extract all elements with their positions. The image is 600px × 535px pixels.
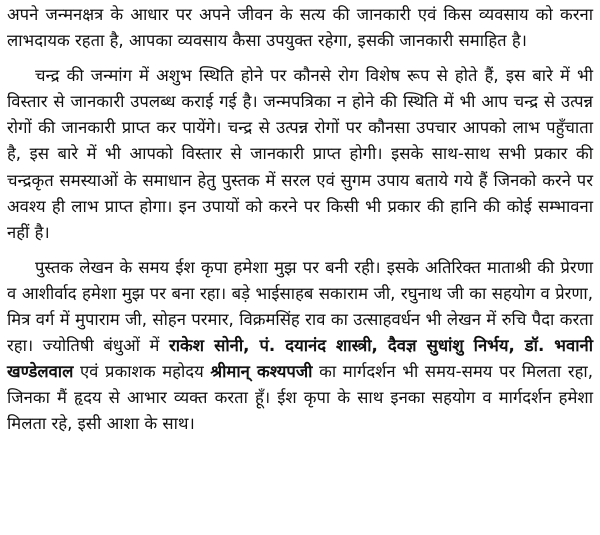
acknowledgement-text-3: का मार्गदर्शन भी समय-समय पर मिलता रहा, जिनका मैं हृदय से आभार व्यक्त करता हूँ। ईश कृपा के साथ इनका सहयोग व मार्गदर्शन हमेशा मिलता रहे, इसी आशा के साथ। <box>7 362 593 434</box>
acknowledgement-name-publisher: श्रीमान् कश्यपजी <box>210 362 313 382</box>
paragraph-intro: अपने जन्मनक्षत्र के आधार पर अपने जीवन के सत्य की जानकारी एवं किस व्यवसाय को करना लाभदायक रहता है, आपका व्यवसाय कैसा उपयुक्त रहेगा, इसकी जानकारी समाहित है। <box>7 5 593 51</box>
acknowledgement-text-2: एवं प्रकाशक महोदय <box>73 362 211 382</box>
paragraph-acknowledgements <box>7 255 593 438</box>
document-page <box>7 2 593 447</box>
acknowledgement-names-astrologers: राकेश सोनी, पं. दयानंद शास्त्री, दैवज्ञ सुधांशु निर्भय, डॉ. भवानी खण्डेलवाल <box>7 336 594 382</box>
paragraph-moon-diseases: चन्द्र की जन्मांग में अशुभ स्थिति होने पर कौनसे रोग विशेष रूप से होते हैं, इस बारे में भी विस्तार से जानकारी उपलब्ध कराई गई है। जन्मपत्रिका न होने की स्थिति में भी आप चन्द्र से उत्पन्न रोगों की जानकारी प्राप्त कर पायेंगे। चन्द्र से उत्पन्न रोगों पर कौनसा उपचार आपको लाभ पहुँचाता है, इस बारे में भी आपको विस्तार से जानकारी प्राप्त होगी। इसके साथ-साथ सभी प्रकार की चन्द्रकृत समस्याओं के समाधान हेतु पुस्तक में सरल एवं सुगम उपाय बताये गये हैं जिनको करने पर अवश्य ही लाभ प्राप्त होगा। इन उपायों को करने पर किसी भी प्रकार की हानि की कोई सम्भावना नहीं है। <box>7 66 593 242</box>
acknowledgement-text-1: पुस्तक लेखन के समय ईश कृपा हमेशा मुझ पर बनी रही। इसके अतिरिक्त माताश्री की प्रेरणा व आशीर्वाद हमेशा मुझ पर बना रहा। बड़े भाईसाहब सकाराम जी, रघुनाथ जी का सहयोग व प्रेरणा, मित्र वर्ग में मुपाराम जी, सोहन परमार, विक्रमसिंह राव का उत्साहवर्धन भी लेखन में रुचि पैदा करता रहा। ज्योतिषी बंधुओं में <box>7 257 593 356</box>
